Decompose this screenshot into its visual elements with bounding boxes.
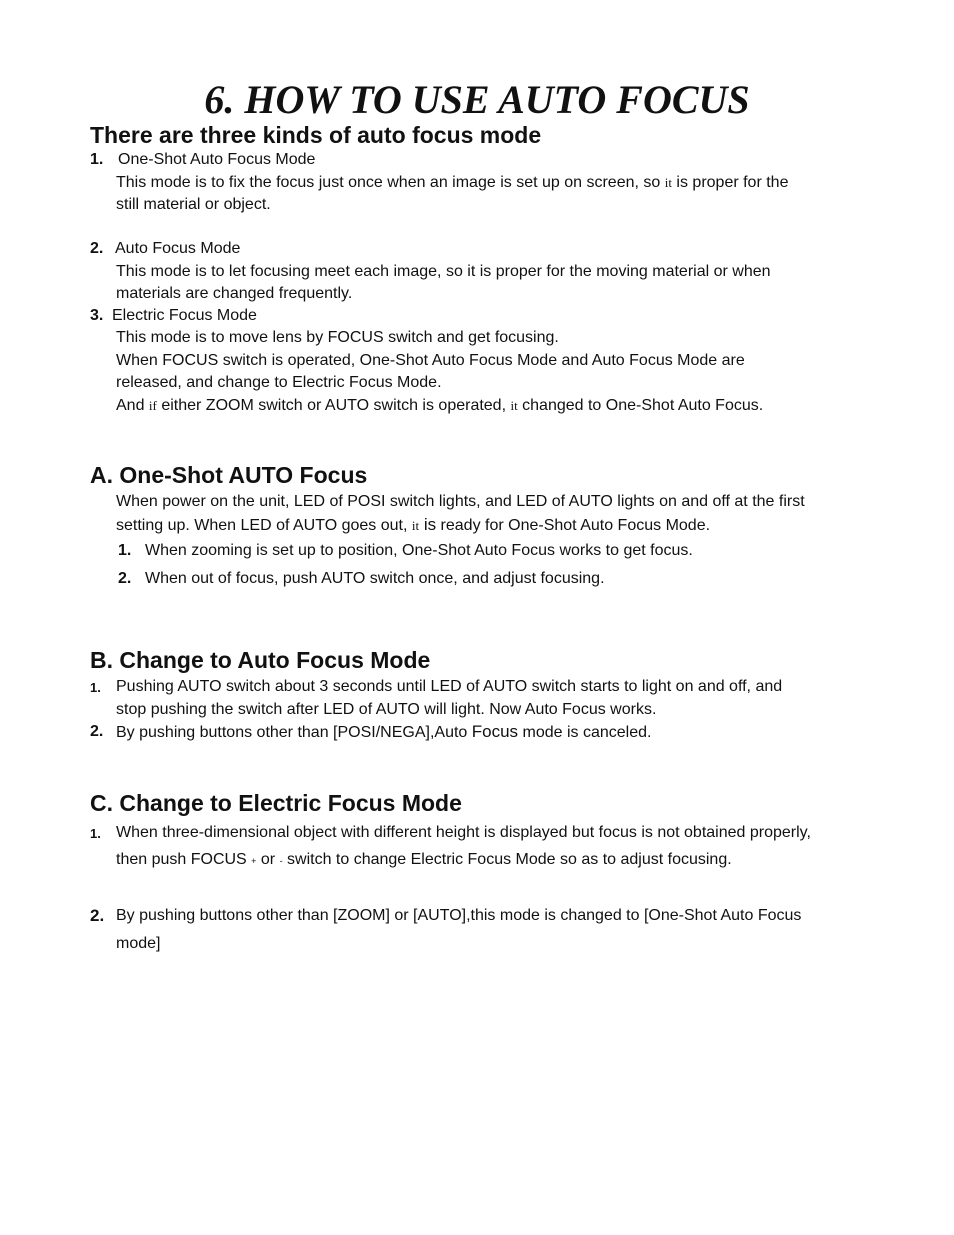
intro-item-1-label: One-Shot Auto Focus Mode	[118, 151, 316, 168]
page-title: 6. HOW TO USE AUTO FOCUS	[204, 77, 750, 122]
section-c-heading: C. Change to Electric Focus Mode	[90, 790, 462, 816]
intro-item-3-desc-line2: When FOCUS switch is operated, One-Shot Auto Focus Mode and Auto Focus Mode are	[116, 352, 745, 369]
section-c-step-1-line1: When three-dimensional object with different height is displayed but focus is not obtained properly,	[116, 824, 811, 841]
section-c-step-1-line2: then push FOCUS + or - switch to change Electric Focus Mode so as to adjust focusing.	[116, 851, 732, 868]
intro-item-3-desc-line1: This mode is to move lens by FOCUS switch and get focusing.	[116, 329, 559, 346]
section-b-step-2-number: 2.	[90, 723, 104, 740]
section-b-heading: B. Change to Auto Focus Mode	[90, 647, 431, 673]
section-b-step-2-text: By pushing buttons other than [POSI/NEGA],Auto Focus mode is canceled.	[116, 722, 652, 741]
section-b-step-1-number: 1.	[90, 680, 101, 695]
section-c-step-1-number: 1.	[90, 826, 101, 841]
intro-item-3-number: 3.	[90, 307, 104, 324]
intro-item-2-desc-line1: This mode is to let focusing meet each image, so it is proper for the moving material or when	[116, 263, 771, 280]
intro-item-1-number: 1.	[90, 151, 104, 168]
section-c-step-2-number: 2.	[90, 906, 105, 925]
section-a-para-line1: When power on the unit, LED of POSI switch lights, and LED of AUTO lights on and off at the first	[116, 493, 805, 510]
section-c-step-2-line2: mode]	[116, 935, 161, 952]
intro-heading: There are three kinds of auto focus mode	[90, 122, 542, 148]
section-a-step-2-text: When out of focus, push AUTO switch once, and adjust focusing.	[145, 570, 605, 587]
section-c-step-2-line1: By pushing buttons other than [ZOOM] or [AUTO],this mode is changed to [One-Shot Auto Focus	[116, 907, 802, 924]
intro-item-3-label: Electric Focus Mode	[112, 307, 257, 324]
section-a-heading: A. One-Shot AUTO Focus	[90, 462, 368, 488]
section-b-step-1-line2: stop pushing the switch after LED of AUTO will light. Now Auto Focus works.	[116, 701, 657, 718]
intro-item-2-label: Auto Focus Mode	[115, 240, 241, 257]
intro-item-1-desc-line1: This mode is to fix the focus just once when an image is set up on screen, so it is proper for the	[116, 174, 789, 191]
section-a-para-line2: setting up. When LED of AUTO goes out, it is ready for One-Shot Auto Focus Mode.	[116, 515, 711, 534]
section-a-step-1-text: When zooming is set up to position, One-Shot Auto Focus works to get focus.	[145, 542, 693, 559]
section-b-step-1-line1: Pushing AUTO switch about 3 seconds until LED of AUTO switch starts to light on and off, and	[116, 678, 783, 695]
intro-item-3-desc-line4: And if either ZOOM switch or AUTO switch is operated, it changed to One-Shot Auto Focus.	[116, 397, 764, 414]
intro-item-2-desc-line2: materials are changed frequently.	[116, 285, 353, 302]
section-a-step-2-number: 2.	[118, 570, 132, 587]
intro-item-1-desc-line2: still material or object.	[116, 196, 271, 213]
intro-item-3-desc-line3: released, and change to Electric Focus Mode.	[116, 374, 442, 391]
intro-item-2-number: 2.	[90, 240, 104, 257]
section-a-step-1-number: 1.	[118, 542, 132, 559]
